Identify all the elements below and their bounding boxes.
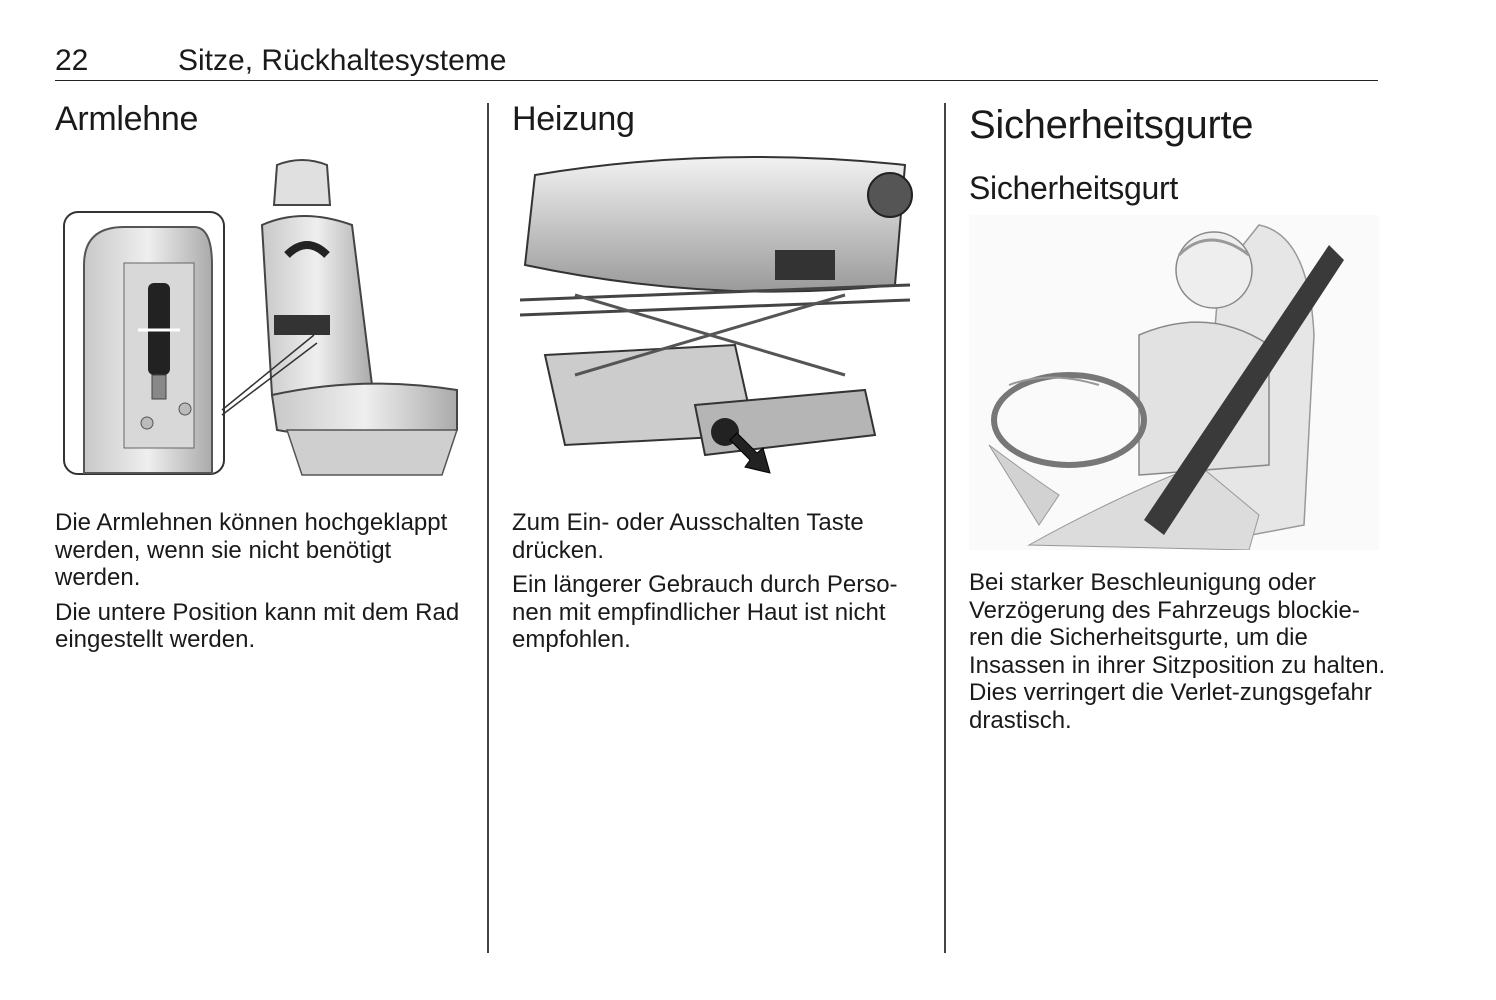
heating-body: [512, 509, 932, 661]
heating-paragraph: Ein längerer Gebrauch durch Perso-nen mit empfindlicher Haut ist nicht empfohlen.: [512, 571, 898, 653]
belts-heading: Sicherheitsgurte: [969, 103, 1254, 147]
page-number: 22: [55, 44, 89, 77]
armrest-paragraph: Die untere Position kann mit dem Rad eingestellt werden.: [55, 598, 460, 653]
column-divider: [944, 103, 946, 953]
belts-paragraph: Bei starker Beschleunigung oder Verzögerung des Fahrzeugs blockie-ren die Sicherheitsgurte, um die Insassen in ihrer Sitzposition zu halten. Dies verringert die Verlet-zungsgefahr drastisch.: [969, 569, 1386, 734]
page-header: [55, 44, 1378, 81]
seat-heating-illustration: [515, 155, 915, 490]
armrest-body: [55, 509, 475, 661]
armrest-section: [55, 100, 470, 139]
armrest-heading: Armlehne: [55, 100, 199, 138]
heating-paragraph: Zum Ein- oder Ausschalten Taste drücken.: [512, 509, 864, 564]
heating-section: [512, 100, 927, 139]
belts-subheading: Sicherheitsgurt: [969, 170, 1178, 206]
armrest-illustration: [62, 155, 472, 490]
column-divider: [487, 103, 489, 953]
chapter-title: Sitze, Rückhaltesysteme: [178, 44, 507, 77]
heating-heading: Heizung: [512, 100, 635, 138]
belts-body: [969, 569, 1389, 741]
armrest-paragraph: Die Armlehnen können hochgeklappt werden, wenn sie nicht benötigt werden.: [55, 509, 448, 591]
belts-section: [969, 103, 1384, 207]
seatbelt-illustration: [969, 215, 1379, 550]
